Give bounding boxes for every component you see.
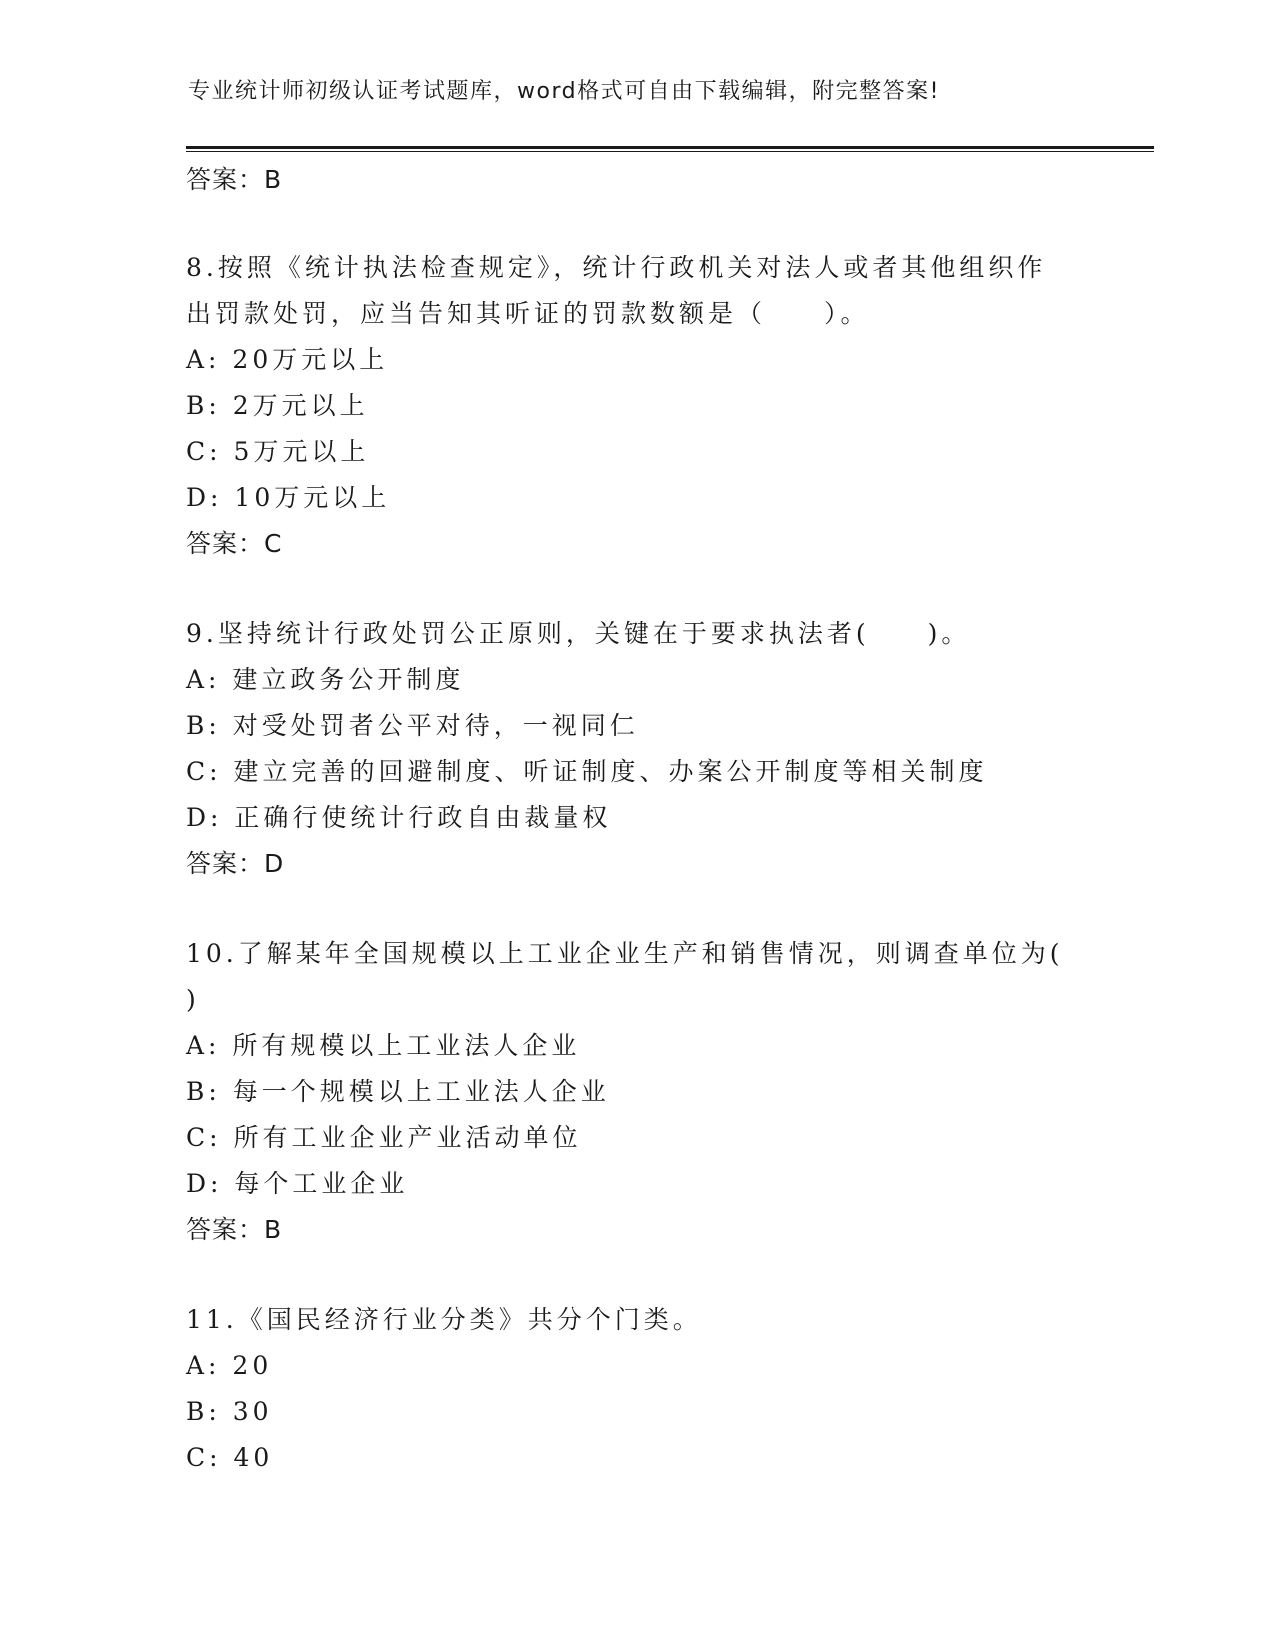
option-a: A: 20万元以上 <box>186 345 389 374</box>
option-a: A: 所有规模以上工业法人企业 <box>186 1031 581 1060</box>
question-11 <box>186 1297 1066 1481</box>
answer-line: 答案：D <box>186 849 285 878</box>
header-divider-thick <box>186 146 1154 149</box>
question-stem: 出罚款处罚，应当告知其听证的罚款数额是（ ）。 <box>186 299 870 328</box>
question-stem: 10.了解某年全国规模以上工业企业生产和销售情况，则调查单位为( <box>186 939 1064 968</box>
option-b: B: 对受处罚者公平对待，一视同仁 <box>186 711 639 740</box>
question-stem: 11.《国民经济行业分类》共分个门类。 <box>186 1305 702 1334</box>
option-c: C: 所有工业企业产业活动单位 <box>186 1123 582 1152</box>
option-b: B: 每一个规模以上工业法人企业 <box>186 1077 610 1106</box>
option-a: A: 20 <box>186 1351 273 1380</box>
question-stem: ) <box>186 985 200 1014</box>
option-c: C: 建立完善的回避制度、听证制度、办案公开制度等相关制度 <box>186 757 988 786</box>
option-c: C: 5万元以上 <box>186 437 370 466</box>
answer-line: 答案：B <box>186 1215 283 1244</box>
question-stem: 9.坚持统计行政处罚公正原则，关键在于要求执法者( )。 <box>186 619 971 648</box>
option-b: B: 30 <box>186 1397 273 1426</box>
header-divider-thin <box>186 151 1154 152</box>
question-8 <box>186 245 1066 567</box>
answer-line-prev: 答案：B <box>186 165 283 194</box>
question-list <box>186 157 1066 1481</box>
option-d: D: 10万元以上 <box>186 483 391 512</box>
question-stem: 8.按照《统计执法检查规定》，统计行政机关对法人或者其他组织作 <box>186 253 1047 282</box>
question-10 <box>186 931 1066 1253</box>
option-c: C: 40 <box>186 1443 274 1472</box>
option-a: A: 建立政务公开制度 <box>186 665 465 694</box>
document-header: 专业统计师初级认证考试题库，word格式可自由下载编辑，附完整答案! <box>188 79 940 104</box>
option-d: D: 每个工业企业 <box>186 1169 409 1198</box>
option-d: D: 正确行使统计行政自由裁量权 <box>186 803 612 832</box>
answer-line: 答案：C <box>186 529 283 558</box>
option-b: B: 2万元以上 <box>186 391 369 420</box>
question-9 <box>186 611 1066 887</box>
